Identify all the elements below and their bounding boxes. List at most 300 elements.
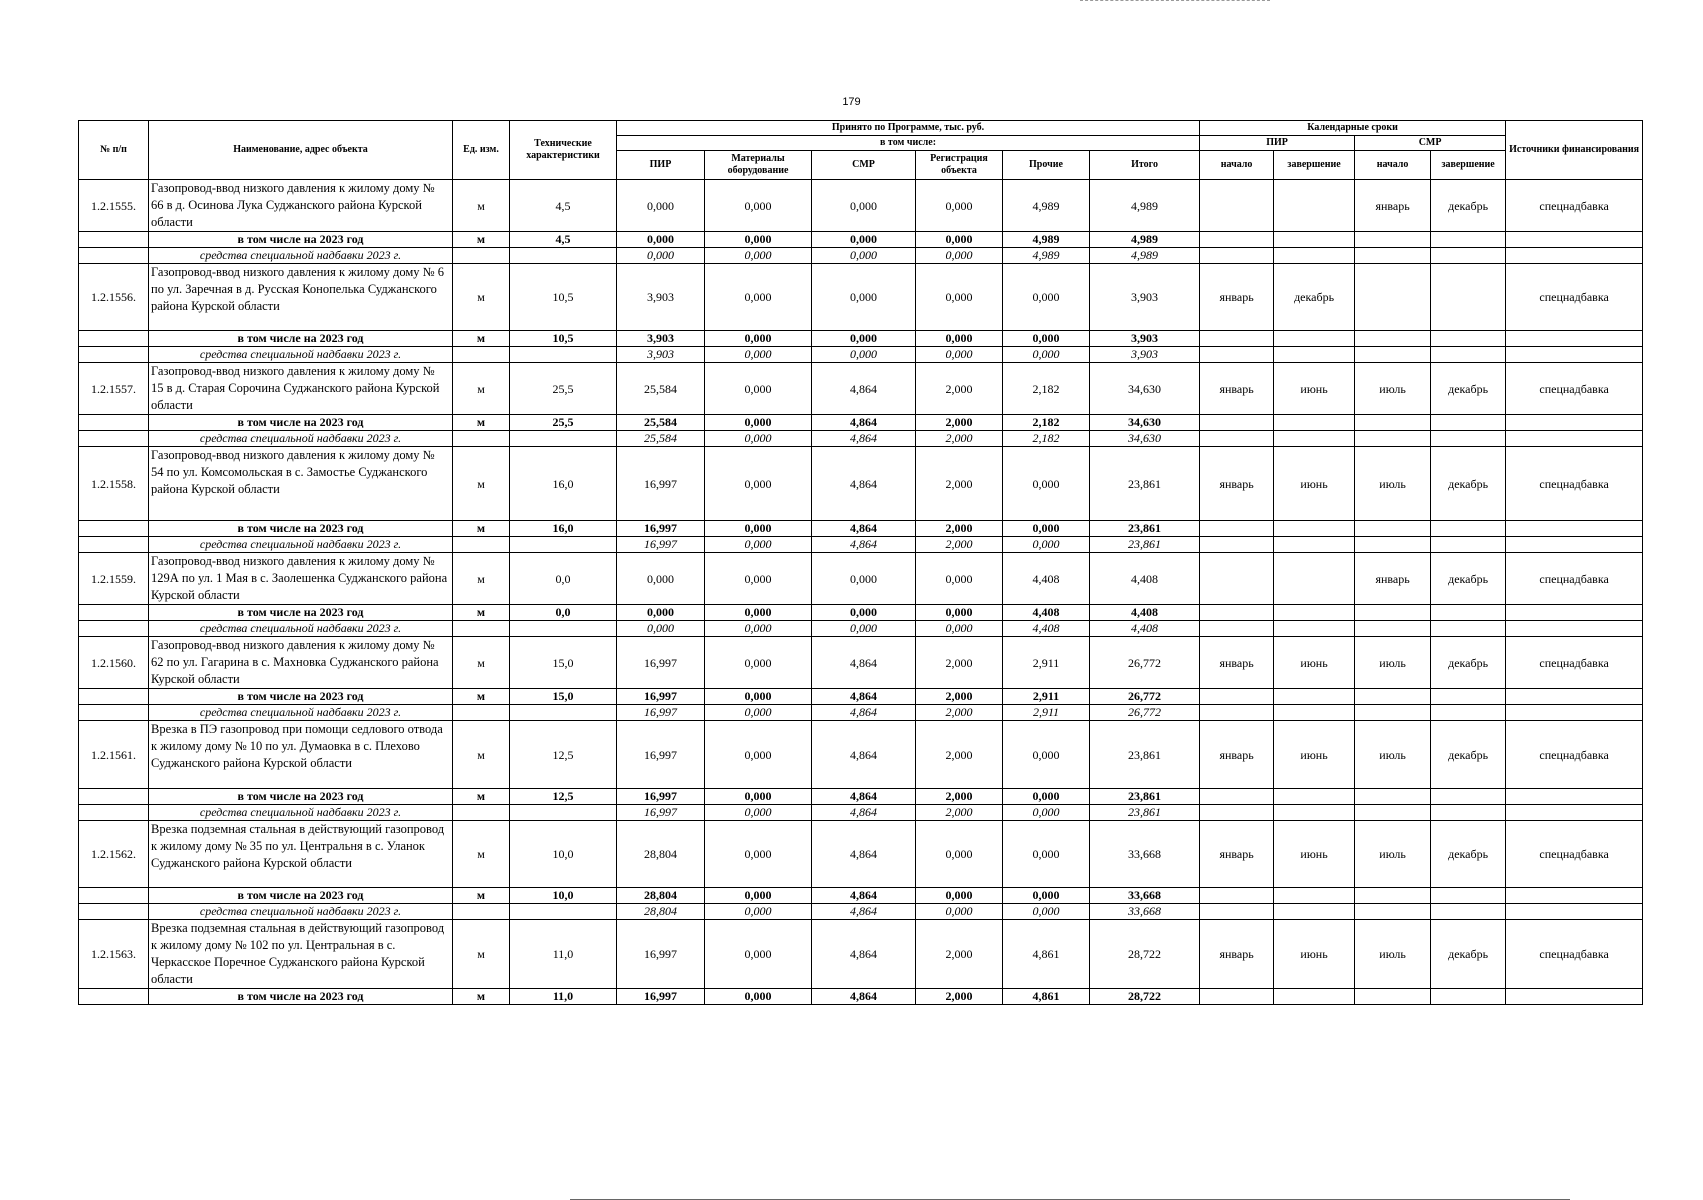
src-other: 0,000 [1003,805,1090,821]
item-name: Врезка подземная стальная в действующий газопровод к жилому дому № 102 по ул. Центральная в с. Черкасское Поречное Суджанского района Курской области [149,920,453,989]
empty-cell [1355,904,1431,920]
year-total: 4,408 [1090,605,1200,621]
item-pir-end: июнь [1274,447,1355,521]
item-total: 4,989 [1090,180,1200,232]
item-smr: 0,000 [812,264,916,331]
year-registration: 2,000 [916,989,1003,1005]
item-tech: 10,5 [510,264,617,331]
year-subtotal-row [79,232,1643,248]
empty-cell [1274,605,1355,621]
empty-cell [1355,621,1431,637]
empty-cell [510,904,617,920]
item-source: спецнадбавка [1506,264,1643,331]
src-registration: 0,000 [916,621,1003,637]
item-materials: 0,000 [705,721,812,789]
item-pir-end: июнь [1274,821,1355,888]
src-materials: 0,000 [705,705,812,721]
empty-cell [1506,248,1643,264]
header-pir: ПИР [617,151,705,180]
empty-cell [453,705,510,721]
item-name: Газопровод-ввод низкого давления к жилому дому № 6 по ул. Заречная в д. Русская Конопелька Суджанского района Курской области [149,264,453,331]
item-pir: 16,997 [617,447,705,521]
year-smr: 0,000 [812,331,916,347]
empty-cell [1431,904,1506,920]
empty-cell [79,805,149,821]
empty-cell [79,331,149,347]
header-unit: Ед. изм. [453,121,510,180]
header-smr-end: завершение [1431,151,1506,180]
item-registration: 2,000 [916,920,1003,989]
empty-cell [1200,621,1274,637]
header-smr: СМР [812,151,916,180]
src-other: 0,000 [1003,347,1090,363]
item-smr-end [1431,264,1506,331]
empty-cell [1506,537,1643,553]
item-registration: 2,000 [916,721,1003,789]
item-total: 23,861 [1090,447,1200,521]
empty-cell [1431,347,1506,363]
item-smr: 0,000 [812,553,916,605]
item-registration: 0,000 [916,821,1003,888]
item-tech: 11,0 [510,920,617,989]
item-number: 1.2.1560. [79,637,149,689]
empty-cell [1431,689,1506,705]
src-materials: 0,000 [705,904,812,920]
empty-cell [1274,415,1355,431]
empty-cell [1274,689,1355,705]
year-pir: 16,997 [617,989,705,1005]
header-materials: Материалы оборудование [705,151,812,180]
year-total: 3,903 [1090,331,1200,347]
item-pir-start: январь [1200,363,1274,415]
empty-cell [79,347,149,363]
src-smr: 4,864 [812,904,916,920]
year-smr: 0,000 [812,232,916,248]
src-materials: 0,000 [705,248,812,264]
year-smr: 4,864 [812,415,916,431]
table-row [79,721,1643,789]
empty-cell [79,537,149,553]
item-pir: 0,000 [617,180,705,232]
src-total: 23,861 [1090,805,1200,821]
header-name: Наименование, адрес объекта [149,121,453,180]
item-smr: 4,864 [812,447,916,521]
year-label: в том числе на 2023 год [149,331,453,347]
empty-cell [1355,888,1431,904]
year-total: 33,668 [1090,888,1200,904]
year-total: 34,630 [1090,415,1200,431]
empty-cell [1355,415,1431,431]
src-total: 33,668 [1090,904,1200,920]
empty-cell [1355,689,1431,705]
empty-cell [1431,605,1506,621]
empty-cell [1200,605,1274,621]
src-registration: 0,000 [916,248,1003,264]
src-smr: 0,000 [812,621,916,637]
item-other: 0,000 [1003,721,1090,789]
empty-cell [1200,415,1274,431]
item-number: 1.2.1562. [79,821,149,888]
empty-cell [1431,331,1506,347]
source-label: средства специальной надбавки 2023 г. [149,347,453,363]
src-materials: 0,000 [705,537,812,553]
empty-cell [1274,705,1355,721]
year-registration: 0,000 [916,888,1003,904]
item-smr-end: декабрь [1431,363,1506,415]
year-tech: 4,5 [510,232,617,248]
src-registration: 0,000 [916,347,1003,363]
year-materials: 0,000 [705,789,812,805]
item-tech: 10,0 [510,821,617,888]
empty-cell [510,347,617,363]
year-tech: 0,0 [510,605,617,621]
item-pir-end: июнь [1274,721,1355,789]
year-subtotal-row [79,331,1643,347]
year-subtotal-row [79,415,1643,431]
item-unit: м [453,180,510,232]
year-label: в том числе на 2023 год [149,232,453,248]
empty-cell [453,537,510,553]
empty-cell [1431,248,1506,264]
source-funds-row [79,431,1643,447]
year-unit: м [453,689,510,705]
src-pir: 0,000 [617,621,705,637]
item-tech: 4,5 [510,180,617,232]
year-tech: 15,0 [510,689,617,705]
item-tech: 0,0 [510,553,617,605]
item-unit: м [453,920,510,989]
item-tech: 12,5 [510,721,617,789]
empty-cell [1200,888,1274,904]
src-smr: 4,864 [812,537,916,553]
empty-cell [1274,989,1355,1005]
scan-edge-top [1080,0,1270,2]
empty-cell [1431,989,1506,1005]
item-unit: м [453,363,510,415]
year-other: 0,000 [1003,789,1090,805]
item-unit: м [453,637,510,689]
empty-cell [510,248,617,264]
empty-cell [1200,989,1274,1005]
empty-cell [510,805,617,821]
empty-cell [453,621,510,637]
empty-cell [1200,537,1274,553]
table-row [79,821,1643,888]
item-materials: 0,000 [705,180,812,232]
empty-cell [1506,705,1643,721]
year-other: 2,182 [1003,415,1090,431]
item-registration: 0,000 [916,264,1003,331]
year-label: в том числе на 2023 год [149,789,453,805]
year-other: 4,989 [1003,232,1090,248]
year-tech: 16,0 [510,521,617,537]
empty-cell [510,537,617,553]
empty-cell [1355,805,1431,821]
empty-cell [1431,705,1506,721]
source-label: средства специальной надбавки 2023 г. [149,904,453,920]
year-total: 4,989 [1090,232,1200,248]
header-incl: в том числе: [617,136,1200,151]
src-pir: 16,997 [617,705,705,721]
item-smr: 0,000 [812,180,916,232]
year-label: в том числе на 2023 год [149,888,453,904]
year-pir: 28,804 [617,888,705,904]
empty-cell [1506,415,1643,431]
empty-cell [1506,331,1643,347]
year-materials: 0,000 [705,989,812,1005]
year-unit: м [453,521,510,537]
item-pir-end: июнь [1274,637,1355,689]
year-tech: 10,0 [510,888,617,904]
source-label: средства специальной надбавки 2023 г. [149,431,453,447]
year-pir: 0,000 [617,232,705,248]
src-registration: 0,000 [916,904,1003,920]
item-name: Газопровод-ввод низкого давления к жилому дому № 129А по ул. 1 Мая в с. Заолешенка Суджанского района Курской области [149,553,453,605]
item-pir: 16,997 [617,721,705,789]
header-tech: Технические характеристики [510,121,617,180]
year-other: 4,861 [1003,989,1090,1005]
year-subtotal-row [79,789,1643,805]
year-unit: м [453,415,510,431]
item-pir-end: декабрь [1274,264,1355,331]
empty-cell [510,621,617,637]
empty-cell [1355,331,1431,347]
source-funds-row [79,805,1643,821]
item-source: спецнадбавка [1506,821,1643,888]
item-total: 28,722 [1090,920,1200,989]
src-smr: 0,000 [812,347,916,363]
empty-cell [79,232,149,248]
item-smr-start: июль [1355,363,1431,415]
item-total: 3,903 [1090,264,1200,331]
item-smr-end: декабрь [1431,637,1506,689]
empty-cell [1506,689,1643,705]
empty-cell [453,805,510,821]
header-pir-start: начало [1200,151,1274,180]
empty-cell [79,248,149,264]
empty-cell [510,431,617,447]
item-smr: 4,864 [812,920,916,989]
header-cal-smr: СМР [1355,136,1506,151]
year-other: 0,000 [1003,888,1090,904]
item-pir-start: январь [1200,264,1274,331]
item-registration: 2,000 [916,447,1003,521]
item-other: 4,861 [1003,920,1090,989]
source-label: средства специальной надбавки 2023 г. [149,705,453,721]
item-registration: 2,000 [916,637,1003,689]
empty-cell [1274,621,1355,637]
item-total: 23,861 [1090,721,1200,789]
item-materials: 0,000 [705,363,812,415]
item-pir-start: январь [1200,920,1274,989]
empty-cell [510,705,617,721]
empty-cell [453,904,510,920]
item-pir-end: июнь [1274,363,1355,415]
header-pir-end: завершение [1274,151,1355,180]
year-subtotal-row [79,605,1643,621]
item-registration: 2,000 [916,363,1003,415]
table-row [79,180,1643,232]
empty-cell [1431,805,1506,821]
src-total: 26,772 [1090,705,1200,721]
source-label: средства специальной надбавки 2023 г. [149,537,453,553]
item-other: 2,182 [1003,363,1090,415]
year-label: в том числе на 2023 год [149,989,453,1005]
empty-cell [1274,521,1355,537]
item-pir-start [1200,553,1274,605]
source-label: средства специальной надбавки 2023 г. [149,621,453,637]
item-other: 4,989 [1003,180,1090,232]
empty-cell [1200,689,1274,705]
item-smr-end: декабрь [1431,180,1506,232]
item-other: 0,000 [1003,264,1090,331]
src-materials: 0,000 [705,431,812,447]
year-unit: м [453,232,510,248]
item-unit: м [453,553,510,605]
item-smr-end: декабрь [1431,920,1506,989]
src-total: 4,989 [1090,248,1200,264]
item-other: 0,000 [1003,447,1090,521]
src-other: 0,000 [1003,904,1090,920]
empty-cell [1506,904,1643,920]
src-registration: 2,000 [916,705,1003,721]
empty-cell [1355,248,1431,264]
src-smr: 4,864 [812,705,916,721]
year-smr: 4,864 [812,521,916,537]
src-pir: 3,903 [617,347,705,363]
item-pir-start: январь [1200,821,1274,888]
empty-cell [1200,789,1274,805]
item-name: Газопровод-ввод низкого давления к жилому дому № 15 в д. Старая Сорочина Суджанского района Курской области [149,363,453,415]
item-number: 1.2.1561. [79,721,149,789]
source-label: средства специальной надбавки 2023 г. [149,248,453,264]
item-smr-end: декабрь [1431,721,1506,789]
header-smr-start: начало [1355,151,1431,180]
item-source: спецнадбавка [1506,920,1643,989]
year-other: 4,408 [1003,605,1090,621]
item-number: 1.2.1559. [79,553,149,605]
empty-cell [1274,789,1355,805]
item-pir: 0,000 [617,553,705,605]
source-funds-row [79,347,1643,363]
item-pir-start: январь [1200,721,1274,789]
source-funds-row [79,705,1643,721]
empty-cell [1431,789,1506,805]
item-smr: 4,864 [812,821,916,888]
year-unit: м [453,605,510,621]
item-number: 1.2.1556. [79,264,149,331]
src-registration: 2,000 [916,805,1003,821]
empty-cell [79,789,149,805]
item-source: спецнадбавка [1506,721,1643,789]
empty-cell [1506,789,1643,805]
src-total: 4,408 [1090,621,1200,637]
year-materials: 0,000 [705,331,812,347]
empty-cell [1200,431,1274,447]
item-number: 1.2.1563. [79,920,149,989]
year-materials: 0,000 [705,415,812,431]
item-number: 1.2.1557. [79,363,149,415]
source-funds-row [79,537,1643,553]
item-other: 0,000 [1003,821,1090,888]
empty-cell [1506,989,1643,1005]
item-unit: м [453,721,510,789]
year-total: 23,861 [1090,521,1200,537]
header-accepted: Принято по Программе, тыс. руб. [617,121,1200,136]
item-pir: 16,997 [617,637,705,689]
empty-cell [1200,331,1274,347]
item-smr-start [1355,264,1431,331]
empty-cell [453,248,510,264]
item-total: 34,630 [1090,363,1200,415]
src-materials: 0,000 [705,347,812,363]
item-materials: 0,000 [705,447,812,521]
item-name: Врезка в ПЭ газопровод при помощи седлового отвода к жилому дому № 10 по ул. Думаовка в с. Плехово Суджанского района Курской области [149,721,453,789]
header-source: Источники финансирования [1506,121,1643,180]
item-total: 26,772 [1090,637,1200,689]
year-smr: 0,000 [812,605,916,621]
item-materials: 0,000 [705,637,812,689]
item-smr-start: январь [1355,180,1431,232]
empty-cell [1274,805,1355,821]
page-number: 179 [842,96,861,108]
table-body [79,180,1643,1005]
year-unit: м [453,331,510,347]
empty-cell [1274,537,1355,553]
item-smr-start: июль [1355,721,1431,789]
empty-cell [1506,232,1643,248]
year-other: 0,000 [1003,331,1090,347]
year-total: 28,722 [1090,989,1200,1005]
item-unit: м [453,821,510,888]
item-name: Газопровод-ввод низкого давления к жилому дому № 62 по ул. Гагарина в с. Махновка Суджанского района Курской области [149,637,453,689]
empty-cell [1200,705,1274,721]
src-total: 34,630 [1090,431,1200,447]
empty-cell [1274,232,1355,248]
year-unit: м [453,789,510,805]
item-pir-start: январь [1200,637,1274,689]
src-total: 3,903 [1090,347,1200,363]
item-smr-end: декабрь [1431,553,1506,605]
header-other: Прочие [1003,151,1090,180]
empty-cell [1200,521,1274,537]
year-total: 23,861 [1090,789,1200,805]
empty-cell [453,347,510,363]
item-materials: 0,000 [705,264,812,331]
year-tech: 25,5 [510,415,617,431]
item-smr: 4,864 [812,721,916,789]
item-number: 1.2.1555. [79,180,149,232]
item-smr-start: январь [1355,553,1431,605]
empty-cell [1506,888,1643,904]
source-funds-row [79,621,1643,637]
year-subtotal-row [79,888,1643,904]
item-registration: 0,000 [916,180,1003,232]
item-source: спецнадбавка [1506,637,1643,689]
empty-cell [1355,347,1431,363]
empty-cell [1200,904,1274,920]
empty-cell [1200,805,1274,821]
year-tech: 11,0 [510,989,617,1005]
year-pir: 0,000 [617,605,705,621]
src-pir: 25,584 [617,431,705,447]
item-name: Врезка подземная стальная в действующий газопровод к жилому дому № 35 по ул. Центральня в с. Уланок Суджанского района Курской области [149,821,453,888]
table-row [79,264,1643,331]
empty-cell [79,989,149,1005]
src-pir: 16,997 [617,805,705,821]
empty-cell [79,705,149,721]
year-unit: м [453,989,510,1005]
